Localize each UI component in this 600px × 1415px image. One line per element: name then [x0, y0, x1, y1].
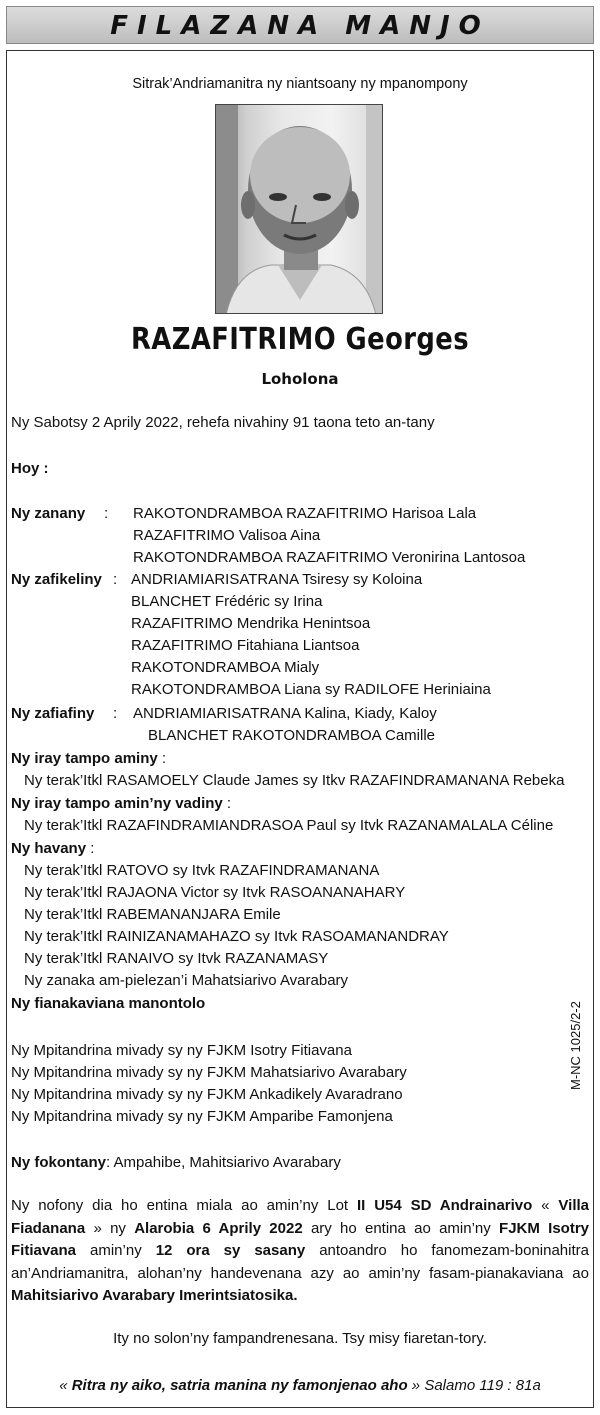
zanany-sep: :	[104, 505, 109, 522]
mpitandrina-line-4: Ny Mpitandrina mivady sy ny FJKM Amparibe Famonjena	[11, 1108, 393, 1125]
zanany-name-2: RAZAFITRIMO Valisoa Aina	[133, 527, 321, 544]
zafikeliny-name-6: RAKOTONDRAMBOA Liana sy RADILOFE Heriniaina	[131, 681, 491, 698]
mpitandrina-line-1: Ny Mpitandrina mivady sy ny FJKM Isotry Fitiavana	[11, 1042, 352, 1059]
header-title: FILAZANA MANJO	[110, 11, 490, 41]
havany-line-2: Ny terak’Itkl RAJAONA Victor sy Itvk RASOANANAHARY	[24, 884, 406, 901]
quote: « Ritra ny aiko, satria manina ny famonjenao aho » Salamo 119 : 81a	[59, 1377, 541, 1394]
portrait-photo	[215, 104, 383, 314]
zafiafiny-sep: :	[113, 705, 118, 722]
tampo-aminy-label: Ny iray tampo aminy :	[11, 750, 167, 767]
death-notice: Ny Sabotsy 2 Aprily 2022, rehefa nivahiny 91 taona teto an-tany	[11, 414, 435, 431]
zafikeliny-name-2: BLANCHET Frédéric sy Irina	[131, 593, 323, 610]
tampo-vadiny-label: Ny iray tampo amin’ny vadiny :	[11, 795, 232, 812]
zafikeliny-name-5: RAKOTONDRAMBOA Mialy	[131, 659, 320, 676]
havany-line-4: Ny terak’Itkl RAINIZANAMAHAZO sy Itvk RASOAMANANDRAY	[24, 928, 449, 945]
zafikeliny-label: Ny zafikeliny	[11, 571, 102, 588]
zafikeliny-name-4: RAZAFITRIMO Fitahiana Liantsoa	[131, 637, 360, 654]
zafiafiny-name-2: BLANCHET RAKOTONDRAMBOA Camille	[148, 727, 436, 744]
zafiafiny-name-1: ANDRIAMIARISATRANA Kalina, Kiady, Kaloy	[133, 705, 437, 722]
mpitandrina-line-3: Ny Mpitandrina mivady sy ny FJKM Ankadikely Avaradrano	[11, 1086, 403, 1103]
intro-text: Sitrak’Andriamanitra ny niantsoany ny mpanompony	[132, 76, 468, 92]
deceased-title: Loholona	[261, 370, 339, 388]
closing-text: Ity no solon’ny fampandrenesana. Tsy misy fiaretan-tory.	[113, 1330, 487, 1347]
fianakaviana-label: Ny fianakaviana manontolo	[11, 995, 206, 1012]
havany-line-6: Ny zanaka am-pielezan’i Mahatsiarivo Avarabary	[24, 972, 349, 989]
zafiafiny-label: Ny zafiafiny	[11, 705, 95, 722]
havany-line-1: Ny terak’Itkl RATOVO sy Itvk RAZAFINDRAMANANA	[24, 862, 380, 879]
zanany-name-1: RAKOTONDRAMBOA RAZAFITRIMO Harisoa Lala	[133, 505, 477, 522]
zafikeliny-sep: :	[113, 571, 118, 588]
mpitandrina-line-2: Ny Mpitandrina mivady sy ny FJKM Mahatsiarivo Avarabary	[11, 1064, 407, 1081]
tampo-aminy-line: Ny terak’Itkl RASAMOELY Claude James sy Itkv RAZAFINDRAMANANA Rebeka	[24, 772, 565, 789]
reference-code: M-NC 1025/2-2	[568, 1001, 583, 1090]
zanany-name-3: RAKOTONDRAMBOA RAZAFITRIMO Veronirina Lantosoa	[133, 549, 526, 566]
deceased-name: RAZAFITRIMO Georges	[130, 322, 470, 357]
fokontany-line: Ny fokontany: Ampahibe, Mahitsiarivo Avarabary	[11, 1154, 341, 1171]
havany-label: Ny havany :	[11, 840, 95, 857]
funeral-paragraph: Ny nofony dia ho entina miala ao amin’ny Lot II U54 SD Andrainarivo « Villa Fiadanana » ny Alarobia 6 Aprily 2022 ary ho entina ao amin’ny FJKM Isotry Fitiavana amin’ny 12 ora sy sasany antoandro ho fanomezam-boninahitra an’Andriamanitra, alohan’ny handevenana azy ao amin’ny fasam-pianakaviana ao Mahitsiarivo Avarabary Imerintsiatosika.	[11, 1197, 590, 1304]
havany-line-5: Ny terak’Itkl RANAIVO sy Itvk RAZANAMASY	[24, 950, 329, 967]
zafikeliny-name-3: RAZAFITRIMO Mendrika Henintsoa	[131, 615, 371, 632]
header-bar	[6, 6, 594, 44]
zafikeliny-name-1: ANDRIAMIARISATRANA Tsiresy sy Koloina	[131, 571, 423, 588]
hoy-label: Hoy :	[11, 460, 49, 477]
tampo-vadiny-line: Ny terak’Itkl RAZAFINDRAMIANDRASOA Paul sy Itvk RAZANAMALALA Céline	[24, 817, 554, 834]
zanany-label: Ny zanany	[11, 505, 86, 522]
portrait-photo-icon	[216, 105, 383, 314]
havany-line-3: Ny terak’Itkl RABEMANANJARA Emile	[24, 906, 281, 923]
